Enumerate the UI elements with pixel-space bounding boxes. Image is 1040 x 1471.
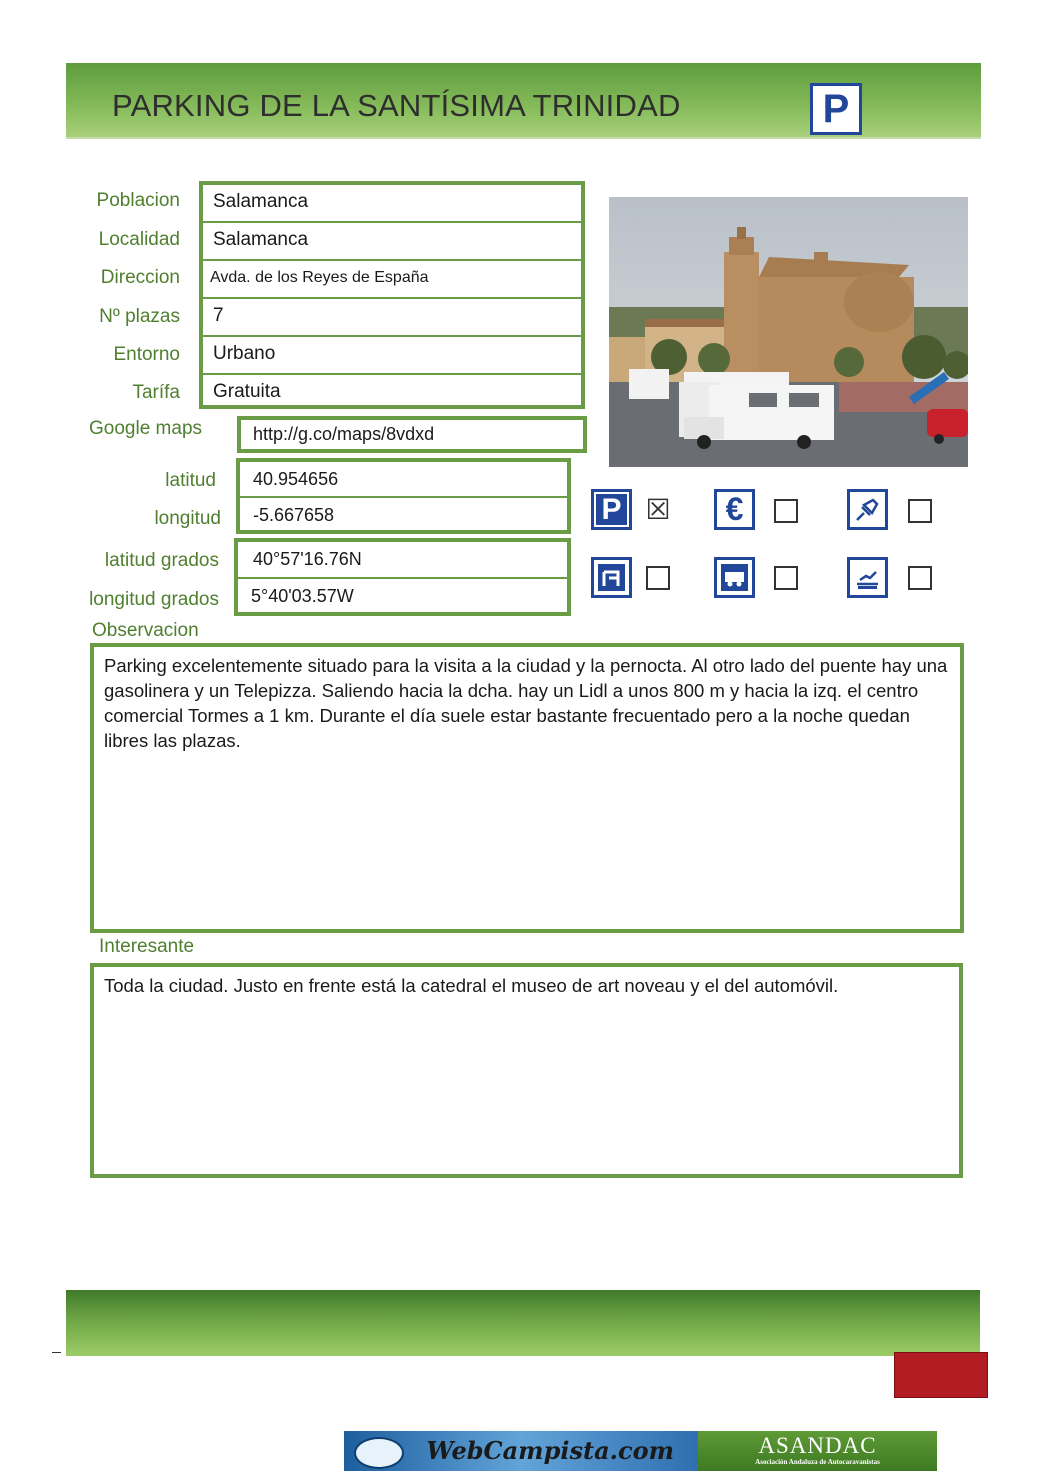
euro-icon: € (725, 491, 744, 527)
localidad-value: Salamanca (203, 221, 581, 259)
parking-icon-letter: P (596, 494, 627, 525)
euro-service-icon (714, 489, 755, 530)
latitud-value: 40.954656 (253, 469, 339, 489)
longitud-grados-label: longitud grados (89, 589, 219, 610)
dump-service-icon (847, 557, 888, 598)
parking-service-icon (591, 489, 632, 530)
latitud-grados-label: latitud grados (104, 550, 219, 571)
localidad-label: Localidad (98, 229, 180, 250)
dump-station-icon (852, 562, 883, 593)
footer-dash (52, 1352, 61, 1353)
parking-logo-icon: P (810, 83, 862, 135)
plug-service-icon (847, 489, 888, 530)
caravan-icon (719, 562, 750, 593)
webcampista-logo-icon (354, 1437, 404, 1469)
interesante-label: Interesante (99, 936, 195, 957)
caravan-checkbox[interactable] (774, 566, 798, 590)
entorno-label: Entorno (113, 344, 180, 365)
google-maps-box (237, 416, 587, 453)
dump-checkbox[interactable] (908, 566, 932, 590)
page-title: PARKING DE LA SANTÍSIMA TRINIDAD (112, 88, 681, 123)
longitud-value: -5.667658 (240, 496, 567, 532)
plazas-label: Nº plazas (99, 306, 180, 327)
longitud-label: longitud (154, 508, 221, 529)
asandac-banner[interactable] (698, 1431, 937, 1471)
water-service-icon (591, 557, 632, 598)
info-table (199, 181, 585, 409)
plug-checkbox[interactable] (908, 499, 932, 523)
direccion-value: Avda. de los Reyes de España (203, 259, 581, 297)
page-number-box (894, 1352, 988, 1398)
coordinates-decimal-box (236, 458, 571, 534)
water-tap-icon (596, 562, 627, 593)
observacion-label: Observacion (92, 620, 199, 641)
asandac-subtitle: Asociación Andaluza de Autocaravanistas (755, 1458, 880, 1466)
plazas-value: 7 (203, 297, 581, 335)
footer-bar (66, 1290, 980, 1356)
caravan-service-icon (714, 557, 755, 598)
interesante-box: Toda la ciudad. Justo en frente está la catedral el museo de art noveau y el del automóvil. (90, 963, 963, 1178)
poblacion-label: Poblacion (96, 190, 180, 211)
poblacion-value: Salamanca (213, 191, 309, 212)
longitud-grados-value: 5°40'03.57W (238, 577, 567, 614)
tarifa-label: Tarífa (132, 382, 180, 403)
tarifa-value: Gratuita (203, 373, 581, 409)
asandac-title: ASANDAC (758, 1433, 877, 1458)
observacion-box: Parking excelentemente situado para la visita a la ciudad y la pernocta. Al otro lado del puente hay una gasolinera y un Telepizza. Saliendo hacia la dcha. hay un Lidl a unos 800 m y hacia la izq. el centro comercial Tormes a 1 km. Durante el día suele estar bastante frecuentado pero a la noche quedan libres las plazas. (90, 643, 964, 933)
plug-icon (852, 494, 883, 525)
direccion-label: Direccion (100, 267, 180, 288)
webcampista-banner[interactable] (344, 1431, 698, 1471)
parking-photo (609, 197, 968, 467)
euro-checkbox[interactable] (774, 499, 798, 523)
latitud-grados-value: 40°57'16.76N (253, 549, 362, 569)
entorno-value: Urbano (203, 335, 581, 373)
google-maps-link[interactable]: http://g.co/maps/8vdxd (253, 424, 435, 444)
parking-checkbox[interactable]: ☒ (645, 494, 671, 525)
latitud-label: latitud (165, 470, 216, 491)
parking-photo-illustration (609, 197, 968, 467)
webcampista-text: WebCampista.com (426, 1436, 674, 1465)
google-maps-label: Google maps (89, 418, 203, 439)
water-checkbox[interactable] (646, 566, 670, 590)
coordinates-degrees-box (234, 538, 571, 616)
